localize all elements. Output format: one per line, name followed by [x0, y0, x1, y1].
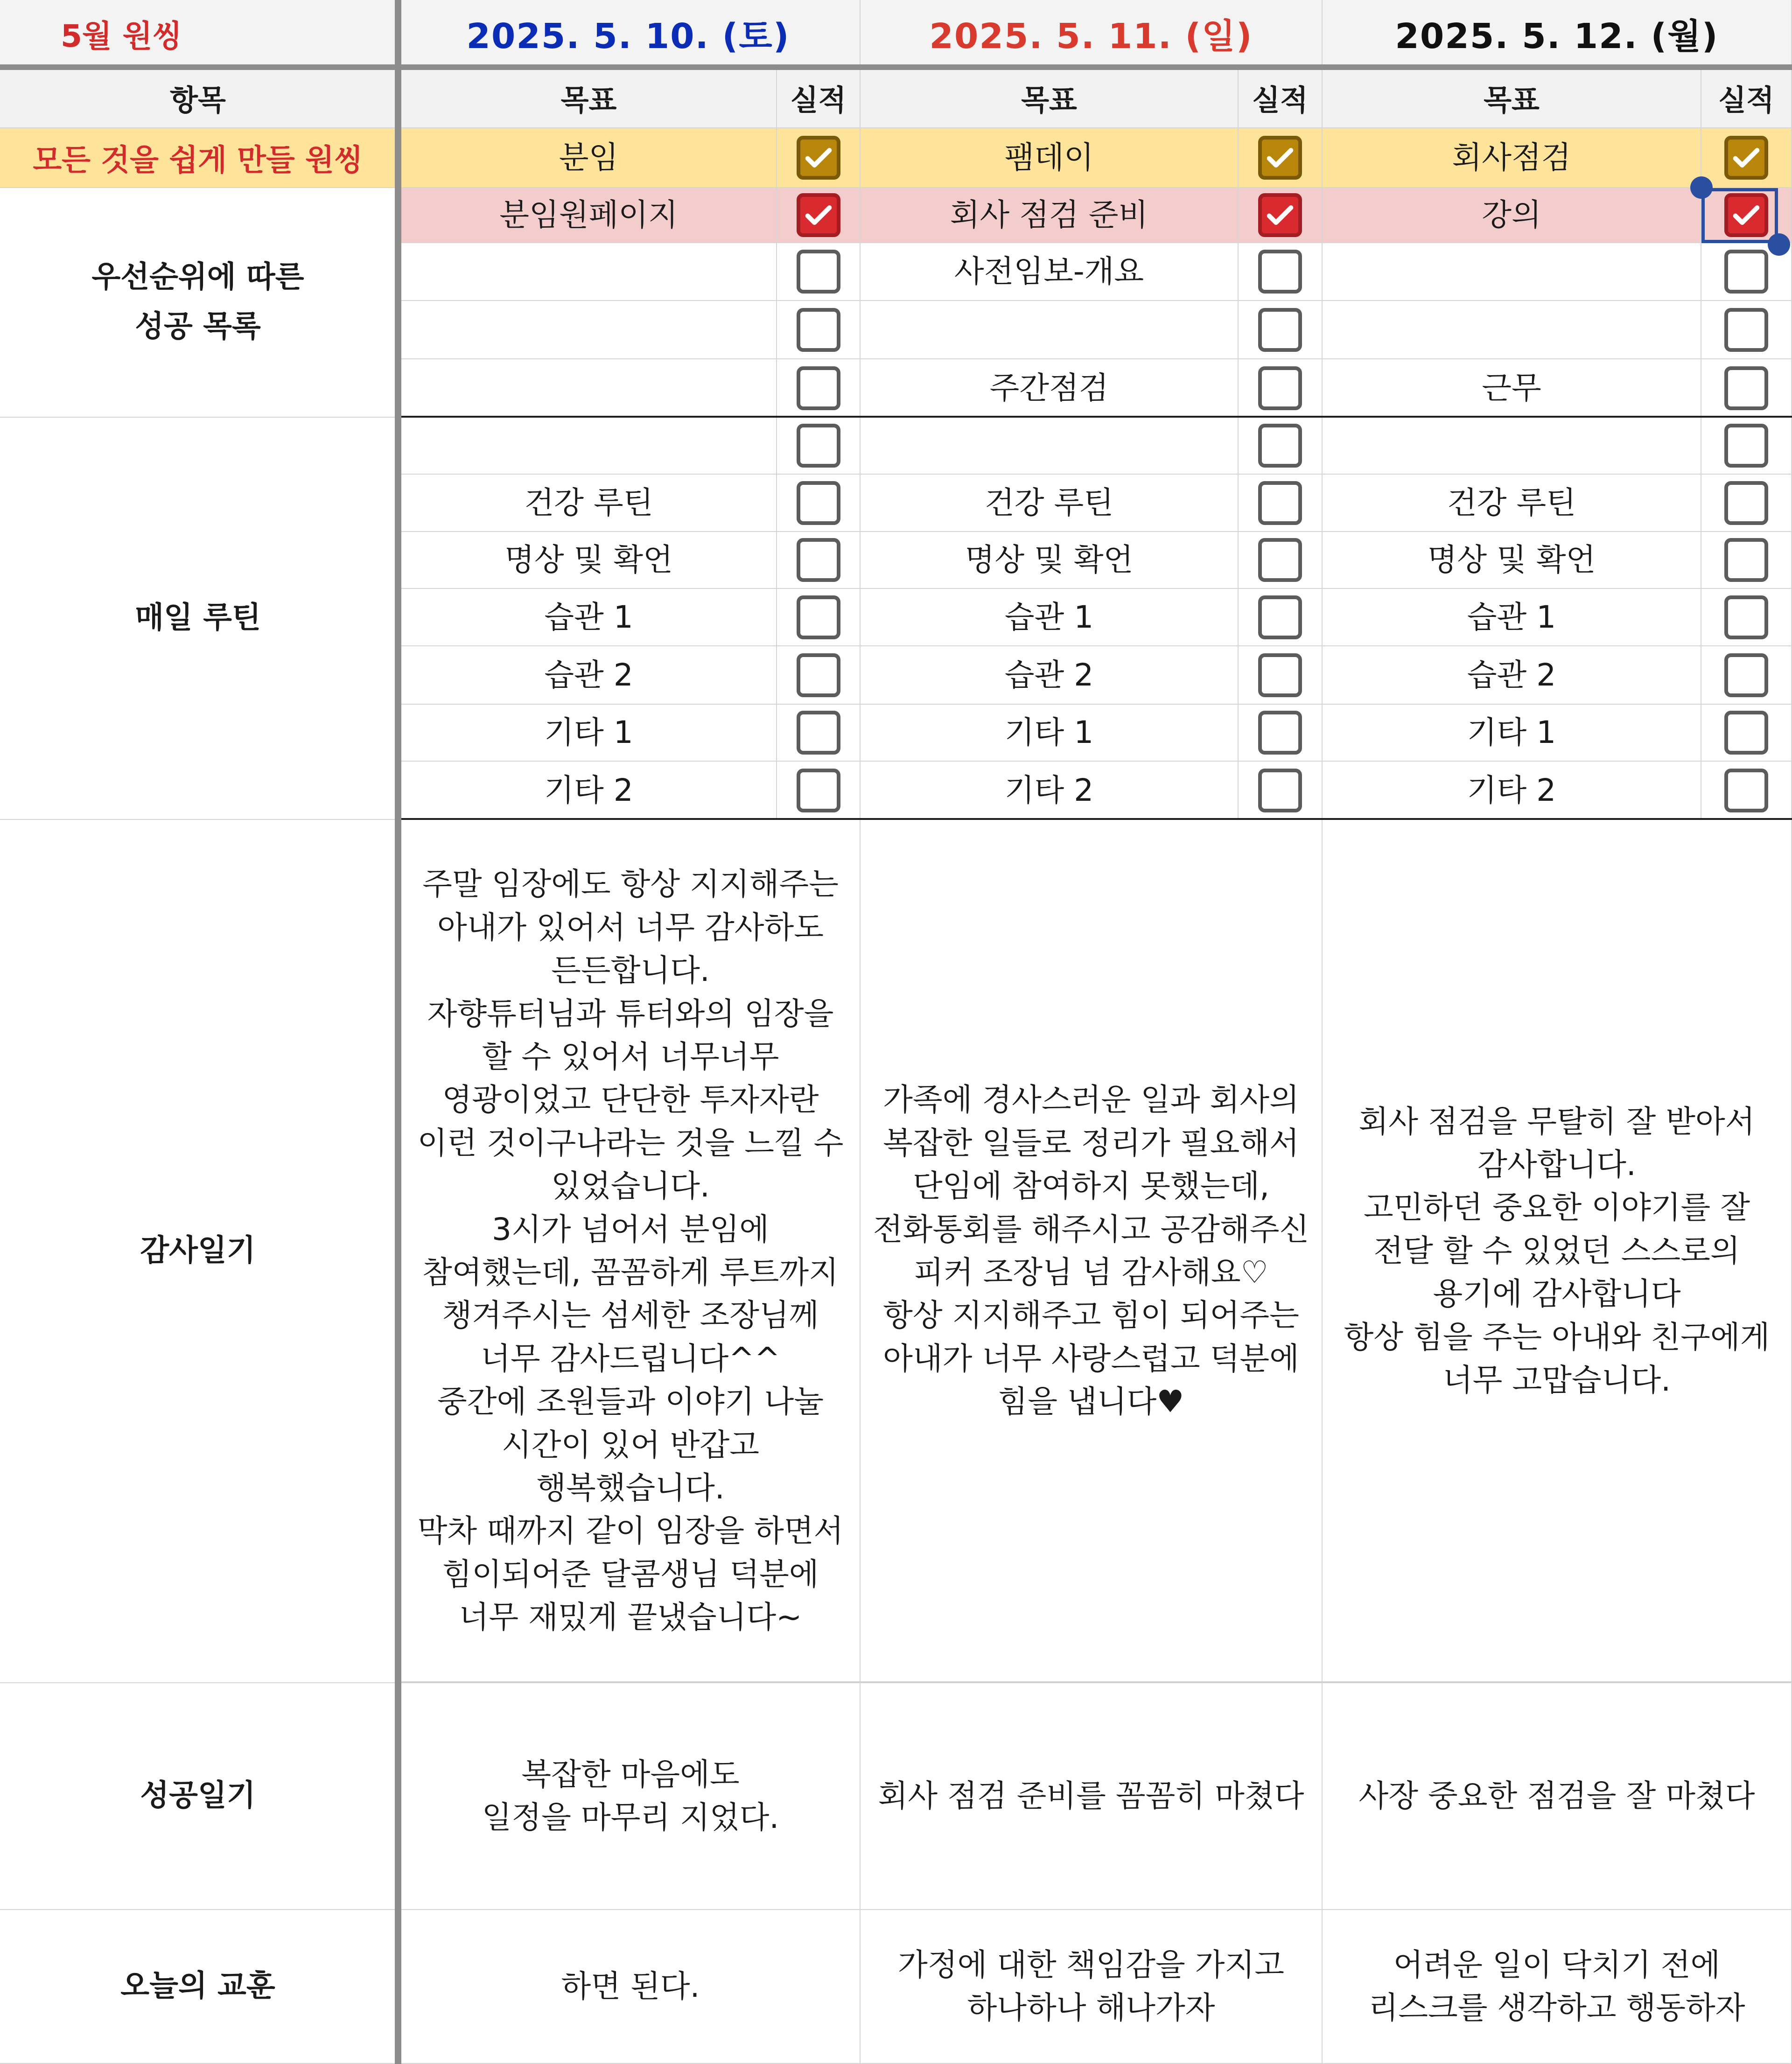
onething-row-result-cell[interactable]: [1239, 128, 1323, 188]
priority-row-4-goal-text: 주간점검: [989, 370, 1109, 406]
routine-row-4-result-cell[interactable]: [1239, 589, 1323, 646]
check-icon: [1730, 141, 1763, 174]
check-icon: [802, 199, 835, 231]
section-divider-routine: [401, 818, 1792, 820]
routine-row-5-result-cell[interactable]: [777, 646, 861, 705]
checkbox-unchecked[interactable]: [1724, 595, 1768, 639]
checkbox-checked[interactable]: [797, 136, 840, 180]
checkbox-unchecked[interactable]: [1724, 538, 1768, 582]
checkbox-unchecked[interactable]: [1724, 424, 1768, 468]
onething-row-goal-cell[interactable]: [1323, 128, 1701, 188]
priority-row-1-result-cell[interactable]: [777, 188, 861, 243]
gratitude-label-cell[interactable]: [0, 820, 397, 1683]
date-label-2: 2025. 5. 11. (일): [929, 16, 1253, 56]
success-cell-2[interactable]: [861, 1683, 1323, 1910]
goal-header: 목표: [1021, 83, 1077, 117]
lesson-text-2: 가정에 대한 책임감을 가지고 하나하나 해나가자: [897, 1946, 1284, 2026]
item-header: 항목: [170, 83, 226, 117]
onething-row-result-cell[interactable]: [777, 128, 861, 188]
checkbox-unchecked[interactable]: [797, 250, 840, 294]
priority-row-2-goal-cell[interactable]: [401, 243, 777, 301]
priority-row-1-goal-cell[interactable]: [1323, 188, 1701, 243]
priority-row-3-goal-cell[interactable]: [401, 301, 777, 359]
lesson-label-cell[interactable]: [0, 1910, 397, 2064]
onething-row-goal-text: 팸데이: [1004, 140, 1094, 176]
routine-row-2-goal-text: 건강 루틴: [984, 484, 1113, 521]
gratitude-label: 감사일기: [140, 1233, 256, 1268]
checkbox-unchecked[interactable]: [1258, 250, 1302, 294]
onething-label: 모든 것을 쉽게 만들 원씽: [33, 143, 363, 178]
result-header-cell[interactable]: [777, 68, 861, 128]
onething-label-cell[interactable]: [0, 128, 397, 188]
checkbox-unchecked[interactable]: [1258, 769, 1302, 812]
corner-title: 5월 원씽: [61, 18, 182, 54]
routine-row-4-goal-text: 습관 1: [1467, 599, 1556, 635]
priority-label: 우선순위에 따른 성공 목록: [91, 260, 304, 344]
priority-row-3-goal-cell[interactable]: [1323, 301, 1701, 359]
routine-row-2-result-cell[interactable]: [777, 475, 861, 532]
result-header-cell[interactable]: [1701, 68, 1792, 128]
cell-selection[interactable]: [1701, 188, 1778, 243]
checkbox-unchecked[interactable]: [1258, 711, 1302, 755]
checkbox-unchecked[interactable]: [797, 481, 840, 525]
routine-row-3-result-cell[interactable]: [1701, 532, 1792, 589]
priority-row-1-goal-text: 분임원페이지: [499, 197, 678, 233]
routine-row-6-goal-cell[interactable]: [401, 705, 777, 762]
checkbox-unchecked[interactable]: [797, 366, 840, 410]
date-header-3[interactable]: [1323, 0, 1792, 68]
date-header-2[interactable]: [861, 0, 1323, 68]
checkbox-unchecked[interactable]: [797, 769, 840, 812]
routine-row-5-result-cell[interactable]: [1701, 646, 1792, 705]
routine-row-4-goal-cell[interactable]: [401, 589, 777, 646]
goal-header-cell[interactable]: [861, 68, 1239, 128]
checkbox-checked[interactable]: [1258, 136, 1302, 180]
priority-row-4-goal-cell[interactable]: [1323, 359, 1701, 418]
checkbox-unchecked[interactable]: [797, 595, 840, 639]
priority-row-1-goal-text: 회사 점검 준비: [950, 197, 1148, 233]
date-label-3: 2025. 5. 12. (월): [1395, 16, 1719, 56]
item-header-cell[interactable]: [0, 68, 397, 128]
success-label: 성공일기: [140, 1778, 256, 1813]
priority-row-4-goal-text: 근무: [1482, 370, 1541, 406]
routine-row-3-goal-text: 명상 및 확언: [965, 542, 1134, 578]
routine-row-4-goal-cell[interactable]: [861, 589, 1239, 646]
checkbox-unchecked[interactable]: [1724, 481, 1768, 525]
routine-row-1-goal-cell[interactable]: [861, 418, 1239, 475]
routine-row-6-goal-text: 기타 1: [544, 714, 633, 751]
result-header: 실적: [1252, 83, 1308, 117]
routine-row-7-goal-cell[interactable]: [1323, 762, 1701, 820]
checkbox-checked[interactable]: [1258, 193, 1302, 237]
priority-row-1-goal-cell[interactable]: [861, 188, 1239, 243]
routine-row-7-result-cell[interactable]: [777, 762, 861, 820]
checkbox-unchecked[interactable]: [1258, 595, 1302, 639]
routine-row-5-goal-cell[interactable]: [861, 646, 1239, 705]
priority-row-2-goal-cell[interactable]: [1323, 243, 1701, 301]
priority-row-4-result-cell[interactable]: [777, 359, 861, 418]
section-divider-priority: [401, 416, 1792, 418]
routine-row-1-result-cell[interactable]: [1701, 418, 1792, 475]
onething-row-goal-text: 회사점검: [1452, 140, 1571, 176]
priority-row-2-goal-cell[interactable]: [861, 243, 1239, 301]
success-cell-1[interactable]: [401, 1683, 861, 1910]
routine-row-6-goal-text: 기타 1: [1004, 714, 1094, 751]
checkbox-unchecked[interactable]: [797, 424, 840, 468]
routine-row-3-result-cell[interactable]: [1239, 532, 1323, 589]
onething-row-result-cell[interactable]: [1701, 128, 1792, 188]
routine-row-5-goal-cell[interactable]: [401, 646, 777, 705]
checkbox-unchecked[interactable]: [797, 538, 840, 582]
priority-row-4-goal-cell[interactable]: [401, 359, 777, 418]
success-text-2: 회사 점검 준비를 꼼꼼히 마쳤다: [878, 1777, 1304, 1814]
routine-row-3-result-cell[interactable]: [777, 532, 861, 589]
date-header-1[interactable]: [397, 0, 861, 68]
checkbox-unchecked[interactable]: [1724, 769, 1768, 812]
success-cell-3[interactable]: [1323, 1683, 1792, 1910]
corner-title-cell[interactable]: [0, 0, 397, 68]
routine-label-cell[interactable]: [0, 418, 397, 820]
lesson-text-1: 하면 된다.: [561, 1968, 700, 2004]
selection-handle-top[interactable]: [1690, 176, 1713, 199]
routine-row-2-goal-text: 건강 루틴: [1447, 484, 1576, 521]
check-icon: [1264, 199, 1296, 231]
routine-row-6-result-cell[interactable]: [1701, 705, 1792, 762]
routine-row-1-goal-cell[interactable]: [401, 418, 777, 475]
routine-row-6-result-cell[interactable]: [1239, 705, 1323, 762]
priority-row-1-goal-text: 강의: [1482, 197, 1541, 233]
routine-row-7-goal-cell[interactable]: [861, 762, 1239, 820]
success-text-1: 복잡한 마음에도 일정을 마무리 지었다.: [482, 1756, 779, 1835]
checkbox-unchecked[interactable]: [1258, 366, 1302, 410]
routine-row-2-result-cell[interactable]: [1701, 475, 1792, 532]
routine-row-2-result-cell[interactable]: [1239, 475, 1323, 532]
checkbox-unchecked[interactable]: [797, 711, 840, 755]
routine-row-7-goal-text: 기타 2: [1004, 772, 1094, 808]
success-label-cell[interactable]: [0, 1683, 397, 1910]
routine-row-7-goal-text: 기타 2: [1467, 772, 1556, 808]
routine-row-2-goal-text: 건강 루틴: [524, 484, 653, 521]
routine-row-5-goal-text: 습관 2: [544, 657, 633, 693]
routine-row-6-goal-text: 기타 1: [1467, 714, 1556, 751]
onething-row-goal-text: 분임: [559, 140, 619, 176]
result-header: 실적: [790, 83, 847, 117]
routine-row-1-result-cell[interactable]: [777, 418, 861, 475]
checkbox-unchecked[interactable]: [1258, 653, 1302, 697]
routine-row-7-result-cell[interactable]: [1701, 762, 1792, 820]
checkbox-checked[interactable]: [1724, 136, 1768, 180]
routine-row-4-goal-text: 습관 1: [544, 599, 633, 635]
priority-label-cell[interactable]: [0, 188, 397, 418]
routine-row-3-goal-cell[interactable]: [861, 532, 1239, 589]
routine-row-2-goal-cell[interactable]: [861, 475, 1239, 532]
selection-handle-bottom[interactable]: [1768, 233, 1790, 256]
routine-row-4-result-cell[interactable]: [1701, 589, 1792, 646]
routine-row-1-result-cell[interactable]: [1239, 418, 1323, 475]
priority-row-4-result-cell[interactable]: [1239, 359, 1323, 418]
gratitude-cell-2[interactable]: [861, 820, 1323, 1683]
lesson-text-3: 어려운 일이 닥치기 전에 리스크를 생각하고 행동하자: [1368, 1946, 1745, 2026]
routine-row-2-goal-cell[interactable]: [1323, 475, 1701, 532]
priority-row-1-result-cell[interactable]: [1239, 188, 1323, 243]
routine-row-3-goal-text: 명상 및 확언: [1427, 542, 1596, 578]
onething-row-goal-cell[interactable]: [401, 128, 777, 188]
goal-header: 목표: [1484, 83, 1540, 117]
routine-row-7-result-cell[interactable]: [1239, 762, 1323, 820]
result-header: 실적: [1718, 83, 1774, 117]
routine-row-4-result-cell[interactable]: [777, 589, 861, 646]
goal-header-cell[interactable]: [1323, 68, 1701, 128]
priority-row-1-goal-cell[interactable]: [401, 188, 777, 243]
routine-row-4-goal-cell[interactable]: [1323, 589, 1701, 646]
goal-header-cell[interactable]: [401, 68, 777, 128]
routine-row-7-goal-cell[interactable]: [401, 762, 777, 820]
routine-row-5-goal-text: 습관 2: [1467, 657, 1556, 693]
priority-row-4-result-cell[interactable]: [1701, 359, 1792, 418]
lesson-cell-3[interactable]: [1323, 1910, 1792, 2064]
priority-row-3-result-cell[interactable]: [1701, 301, 1792, 359]
section-divider-gratitude: [401, 1681, 1792, 1683]
checkbox-unchecked[interactable]: [1258, 424, 1302, 468]
priority-row-2-goal-text: 사전임보-개요: [954, 253, 1144, 290]
routine-row-3-goal-cell[interactable]: [401, 532, 777, 589]
priority-row-3-goal-cell[interactable]: [861, 301, 1239, 359]
result-header-cell[interactable]: [1239, 68, 1323, 128]
goal-header: 목표: [560, 83, 617, 117]
gratitude-cell-3[interactable]: [1323, 820, 1792, 1683]
checkbox-unchecked[interactable]: [1258, 308, 1302, 352]
onething-row-goal-cell[interactable]: [861, 128, 1239, 188]
routine-row-6-result-cell[interactable]: [777, 705, 861, 762]
gratitude-cell-1[interactable]: [401, 820, 861, 1683]
priority-row-3-result-cell[interactable]: [777, 301, 861, 359]
frozen-row-divider: [0, 64, 1792, 70]
checkbox-unchecked[interactable]: [1724, 250, 1768, 294]
checkbox-unchecked[interactable]: [1724, 366, 1768, 410]
routine-row-4-goal-text: 습관 1: [1004, 599, 1094, 635]
routine-row-5-goal-text: 습관 2: [1004, 657, 1094, 693]
checkbox-unchecked[interactable]: [1258, 538, 1302, 582]
routine-row-1-goal-cell[interactable]: [1323, 418, 1701, 475]
gratitude-text-2: 가족에 경사스러운 일과 회사의 복잡한 일들로 정리가 필요해서 단임에 참여하지 못했는데, 전화통회를 해주시고 공감해주신 피커 조장님 넘 감사해요♡ 항상 지지해주고 힘이 되어주는 아내가 너무 사랑스럽고 덕분에 힘을 냅니다♥: [873, 1082, 1309, 1420]
routine-row-6-goal-cell[interactable]: [1323, 705, 1701, 762]
priority-row-3-result-cell[interactable]: [1239, 301, 1323, 359]
gratitude-text-1: 주말 임장에도 항상 지지해주는 아내가 있어서 너무 감사하도 든든합니다. 자향튜터님과 튜터와의 임장을 할 수 있어서 너무너무 영광이었고 단단한 투자자란 이런 것이구나라는 것을 느낄 수 있었습니다. 3시가 넘어서 분임에 참여했는데, 꼼꼼하게 루트까지 챙겨주시는 섬세한 조장님께 너무 감사드립니다^^ 중간에 조원들과 이야기 나눌 시간이 있어 반갑고 행복했습니다. 막차 때까지 같이 임장을 하면서 힘이되어준 달콤생님 덕분에 너무 재밌게 끝냈습니다~: [417, 866, 844, 1636]
check-icon: [1264, 141, 1296, 174]
lesson-cell-2[interactable]: [861, 1910, 1323, 2064]
checkbox-unchecked[interactable]: [1258, 481, 1302, 525]
gratitude-text-3: 회사 점검을 무탈히 잘 받아서 감사합니다. 고민하던 중요한 이야기를 잘 전달 할 수 있었던 스스로의 용기에 감사합니다 항상 힘을 주는 아내와 친구에게 너무 고맙습니다.: [1344, 1103, 1770, 1398]
priority-row-4-goal-cell[interactable]: [861, 359, 1239, 418]
routine-row-5-result-cell[interactable]: [1239, 646, 1323, 705]
checkbox-unchecked[interactable]: [1724, 653, 1768, 697]
lesson-label: 오늘의 교훈: [120, 1969, 275, 2004]
checkbox-unchecked[interactable]: [1724, 308, 1768, 352]
routine-row-2-goal-cell[interactable]: [401, 475, 777, 532]
checkbox-unchecked[interactable]: [797, 653, 840, 697]
priority-row-2-result-cell[interactable]: [1239, 243, 1323, 301]
routine-row-7-goal-text: 기타 2: [544, 772, 633, 808]
priority-row-2-result-cell[interactable]: [777, 243, 861, 301]
checkbox-unchecked[interactable]: [797, 308, 840, 352]
date-label-1: 2025. 5. 10. (토): [466, 16, 790, 56]
routine-row-5-goal-cell[interactable]: [1323, 646, 1701, 705]
routine-row-3-goal-cell[interactable]: [1323, 532, 1701, 589]
routine-row-3-goal-text: 명상 및 확언: [504, 542, 673, 578]
success-text-3: 사장 중요한 점검을 잘 마쳤다: [1358, 1777, 1755, 1814]
checkbox-unchecked[interactable]: [1724, 711, 1768, 755]
routine-row-6-goal-cell[interactable]: [861, 705, 1239, 762]
frozen-column-divider: [395, 0, 401, 2064]
check-icon: [802, 141, 835, 174]
lesson-cell-1[interactable]: [401, 1910, 861, 2064]
checkbox-checked[interactable]: [797, 193, 840, 237]
routine-label: 매일 루틴: [135, 601, 261, 636]
